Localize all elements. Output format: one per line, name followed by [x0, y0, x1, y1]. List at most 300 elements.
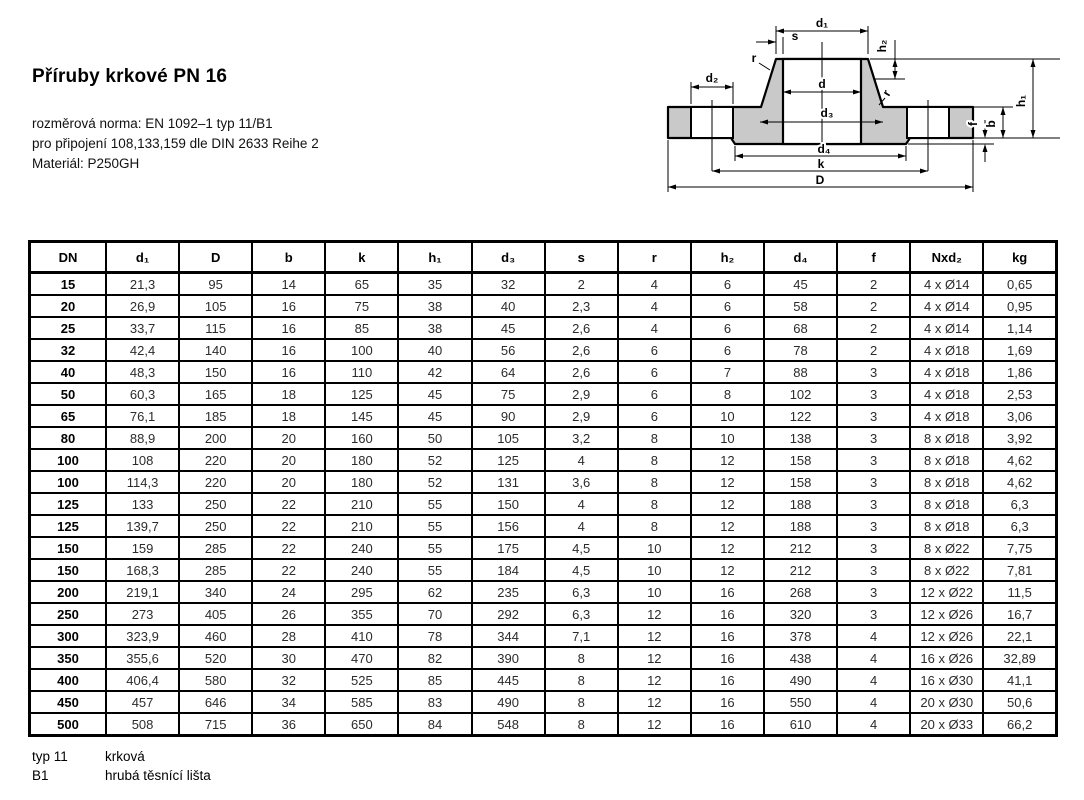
dim-label-h2: h₂ — [875, 39, 889, 53]
cell: 220 — [179, 471, 252, 493]
cell: 78 — [764, 339, 837, 361]
cell: 4 x Ø14 — [910, 317, 983, 339]
cell: 131 — [472, 471, 545, 493]
cell: 10 — [618, 559, 691, 581]
cell: 580 — [179, 669, 252, 691]
cell: 405 — [179, 603, 252, 625]
cell: 8 — [618, 449, 691, 471]
title-block — [32, 66, 319, 174]
cell: 125 — [472, 449, 545, 471]
cell: 8 — [545, 669, 618, 691]
table-row — [30, 559, 1057, 581]
table-row — [30, 669, 1057, 691]
cell: 490 — [472, 691, 545, 713]
cell: 3 — [837, 603, 910, 625]
cell: 4 — [545, 449, 618, 471]
cell: 16 — [252, 295, 325, 317]
dim-label-h1: h₁ — [1014, 94, 1028, 108]
dimension-table-wrap — [28, 240, 1058, 737]
table-row — [30, 383, 1057, 405]
cell: 165 — [179, 383, 252, 405]
cell: 4 — [837, 691, 910, 713]
cell: 102 — [764, 383, 837, 405]
cell: 650 — [325, 713, 398, 736]
cell: 150 — [179, 361, 252, 383]
cell: 8 x Ø18 — [910, 471, 983, 493]
cell: 508 — [106, 713, 179, 736]
cell: 22,1 — [983, 625, 1056, 647]
cell: 320 — [764, 603, 837, 625]
cell: 88 — [764, 361, 837, 383]
cell: 12 — [618, 647, 691, 669]
cell: 7,81 — [983, 559, 1056, 581]
cell: 40 — [472, 295, 545, 317]
cell: 115 — [179, 317, 252, 339]
cell: 340 — [179, 581, 252, 603]
cell: 156 — [472, 515, 545, 537]
cell: 4 — [837, 625, 910, 647]
cell: 7,1 — [545, 625, 618, 647]
cell: 268 — [764, 581, 837, 603]
cell: 8 x Ø22 — [910, 559, 983, 581]
cell: 12 — [618, 713, 691, 736]
cell-dn: 300 — [30, 625, 107, 647]
cell: 285 — [179, 559, 252, 581]
cell: 6,3 — [545, 603, 618, 625]
cell: 16 — [691, 669, 764, 691]
cell: 240 — [325, 537, 398, 559]
cell: 105 — [472, 427, 545, 449]
cell-dn: 40 — [30, 361, 107, 383]
cell: 2,6 — [545, 317, 618, 339]
legend-definition: krková — [105, 749, 145, 764]
cell: 18 — [252, 405, 325, 427]
cell: 26 — [252, 603, 325, 625]
table-row — [30, 295, 1057, 317]
cell: 138 — [764, 427, 837, 449]
dim-label-d2: d₂ — [705, 71, 719, 85]
cell: 4 — [545, 515, 618, 537]
cell: 66,2 — [983, 713, 1056, 736]
cell: 12 — [691, 559, 764, 581]
cell: 110 — [325, 361, 398, 383]
cell: 219,1 — [106, 581, 179, 603]
cell: 32,89 — [983, 647, 1056, 669]
cell: 0,65 — [983, 273, 1056, 296]
cell: 6 — [618, 339, 691, 361]
cell: 1,14 — [983, 317, 1056, 339]
table-body — [30, 273, 1057, 736]
cell: 4 x Ø18 — [910, 339, 983, 361]
cell: 75 — [472, 383, 545, 405]
column-header-12: Nxd₂ — [910, 242, 983, 273]
cell: 52 — [398, 471, 471, 493]
cell: 34 — [252, 691, 325, 713]
cell: 150 — [472, 493, 545, 515]
column-header-0: DN — [30, 242, 107, 273]
table-row — [30, 449, 1057, 471]
cell: 4 — [837, 669, 910, 691]
cell: 292 — [472, 603, 545, 625]
cell: 22 — [252, 537, 325, 559]
column-header-1: d₁ — [106, 242, 179, 273]
cell: 16 — [691, 581, 764, 603]
cell: 2 — [837, 339, 910, 361]
cell: 12 x Ø26 — [910, 603, 983, 625]
column-header-2: D — [179, 242, 252, 273]
table-row — [30, 405, 1057, 427]
cell: 2 — [837, 295, 910, 317]
cell: 7 — [691, 361, 764, 383]
cell-dn: 65 — [30, 405, 107, 427]
cell: 3 — [837, 515, 910, 537]
column-header-10: d₄ — [764, 242, 837, 273]
cell: 4 x Ø14 — [910, 273, 983, 296]
column-header-5: h₁ — [398, 242, 471, 273]
cell-dn: 100 — [30, 449, 107, 471]
dim-label-d3: d₃ — [820, 106, 834, 120]
cell: 22 — [252, 559, 325, 581]
cell: 22 — [252, 515, 325, 537]
cell: 10 — [618, 537, 691, 559]
dim-label-b: b — [984, 120, 998, 128]
cell: 95 — [179, 273, 252, 296]
cell: 184 — [472, 559, 545, 581]
cell: 20 — [252, 427, 325, 449]
table-row — [30, 361, 1057, 383]
dim-label-d1: d₁ — [815, 16, 829, 30]
cell: 2,9 — [545, 405, 618, 427]
cell: 8 — [618, 515, 691, 537]
cell: 6,3 — [983, 493, 1056, 515]
dim-label-d: d — [818, 77, 826, 91]
cell: 35 — [398, 273, 471, 296]
cell: 30 — [252, 647, 325, 669]
cell: 36 — [252, 713, 325, 736]
cell: 4 — [618, 317, 691, 339]
cell: 3 — [837, 581, 910, 603]
cell-dn: 150 — [30, 537, 107, 559]
cell: 16,7 — [983, 603, 1056, 625]
cell: 4 — [618, 273, 691, 296]
table-row — [30, 317, 1057, 339]
cell: 585 — [325, 691, 398, 713]
cell: 406,4 — [106, 669, 179, 691]
cell: 64 — [472, 361, 545, 383]
cell: 188 — [764, 493, 837, 515]
cell-dn: 15 — [30, 273, 107, 296]
cell: 4,5 — [545, 537, 618, 559]
cell: 3,6 — [545, 471, 618, 493]
cell: 50 — [398, 427, 471, 449]
cell: 55 — [398, 515, 471, 537]
cell: 3,06 — [983, 405, 1056, 427]
cell: 438 — [764, 647, 837, 669]
cell: 16 x Ø26 — [910, 647, 983, 669]
cell: 6 — [691, 339, 764, 361]
connection-line: pro připojení 108,133,159 dle DIN 2633 Reihe 2 — [32, 136, 319, 151]
cell: 125 — [325, 383, 398, 405]
cell: 85 — [325, 317, 398, 339]
cell: 12 — [618, 603, 691, 625]
cell: 3 — [837, 383, 910, 405]
cell: 45 — [398, 383, 471, 405]
cell: 3 — [837, 537, 910, 559]
table-row — [30, 537, 1057, 559]
cell: 8 x Ø18 — [910, 515, 983, 537]
cell: 4 x Ø18 — [910, 383, 983, 405]
cell: 2,3 — [545, 295, 618, 317]
cell: 180 — [325, 449, 398, 471]
table-row — [30, 603, 1057, 625]
cell: 490 — [764, 669, 837, 691]
cell: 4 — [837, 647, 910, 669]
cell: 210 — [325, 493, 398, 515]
cell: 550 — [764, 691, 837, 713]
dim-label-k: k — [817, 157, 825, 171]
cell-dn: 20 — [30, 295, 107, 317]
cell: 16 x Ø30 — [910, 669, 983, 691]
cell: 3 — [837, 471, 910, 493]
cell: 3,2 — [545, 427, 618, 449]
legend-definition: hrubá těsnící lišta — [105, 768, 211, 783]
cell: 323,9 — [106, 625, 179, 647]
cell: 285 — [179, 537, 252, 559]
cell: 4,5 — [545, 559, 618, 581]
table-row — [30, 427, 1057, 449]
cell: 646 — [179, 691, 252, 713]
cell: 108 — [106, 449, 179, 471]
table-row — [30, 713, 1057, 736]
cell: 33,7 — [106, 317, 179, 339]
cell: 715 — [179, 713, 252, 736]
cell-dn: 500 — [30, 713, 107, 736]
cell: 40 — [398, 339, 471, 361]
legend — [32, 747, 211, 785]
cell: 145 — [325, 405, 398, 427]
cell: 6 — [691, 273, 764, 296]
column-header-11: f — [837, 242, 910, 273]
cell: 2,6 — [545, 361, 618, 383]
cell: 2 — [837, 273, 910, 296]
cell: 2,6 — [545, 339, 618, 361]
cell: 21,3 — [106, 273, 179, 296]
table-row — [30, 273, 1057, 296]
cell: 525 — [325, 669, 398, 691]
cell-dn: 350 — [30, 647, 107, 669]
dim-label-D: D — [815, 173, 825, 187]
cell: 16 — [691, 625, 764, 647]
cell: 8 x Ø18 — [910, 449, 983, 471]
cell: 460 — [179, 625, 252, 647]
cell: 3,92 — [983, 427, 1056, 449]
material-line: Materiál: P250GH — [32, 156, 140, 171]
cell: 45 — [472, 317, 545, 339]
cell: 90 — [472, 405, 545, 427]
table-row — [30, 339, 1057, 361]
cell: 4 — [618, 295, 691, 317]
cell: 410 — [325, 625, 398, 647]
cell-dn: 25 — [30, 317, 107, 339]
cell: 28 — [252, 625, 325, 647]
cell: 16 — [252, 317, 325, 339]
cell-dn: 80 — [30, 427, 107, 449]
cell: 83 — [398, 691, 471, 713]
cell: 12 — [618, 625, 691, 647]
cell: 78 — [398, 625, 471, 647]
cell: 12 x Ø26 — [910, 625, 983, 647]
cell: 70 — [398, 603, 471, 625]
cell-dn: 250 — [30, 603, 107, 625]
cell: 58 — [764, 295, 837, 317]
cell: 122 — [764, 405, 837, 427]
cell: 62 — [398, 581, 471, 603]
cell: 139,7 — [106, 515, 179, 537]
cell: 65 — [325, 273, 398, 296]
cell: 12 — [691, 449, 764, 471]
cell: 180 — [325, 471, 398, 493]
cell: 0,95 — [983, 295, 1056, 317]
cell: 295 — [325, 581, 398, 603]
table-row — [30, 647, 1057, 669]
cell: 220 — [179, 449, 252, 471]
dim-label-r-bottom: r — [879, 87, 894, 99]
table-row — [30, 625, 1057, 647]
cell-dn: 450 — [30, 691, 107, 713]
cell: 20 x Ø33 — [910, 713, 983, 736]
cell: 12 — [618, 669, 691, 691]
cell: 4 — [837, 713, 910, 736]
cell: 18 — [252, 383, 325, 405]
table-row — [30, 471, 1057, 493]
table-head-row — [30, 242, 1057, 273]
cell-dn: 150 — [30, 559, 107, 581]
cell: 82 — [398, 647, 471, 669]
cell: 273 — [106, 603, 179, 625]
cell: 212 — [764, 537, 837, 559]
column-header-9: h₂ — [691, 242, 764, 273]
cell: 12 — [618, 691, 691, 713]
cell: 20 x Ø30 — [910, 691, 983, 713]
cell: 6 — [691, 295, 764, 317]
cell: 4,62 — [983, 471, 1056, 493]
cell: 85 — [398, 669, 471, 691]
cell: 38 — [398, 295, 471, 317]
cell: 22 — [252, 493, 325, 515]
column-header-7: s — [545, 242, 618, 273]
cell: 4 x Ø14 — [910, 295, 983, 317]
cell-dn: 400 — [30, 669, 107, 691]
cell: 8 x Ø18 — [910, 427, 983, 449]
cell: 55 — [398, 493, 471, 515]
cell: 55 — [398, 559, 471, 581]
cell: 10 — [691, 427, 764, 449]
cell: 8 — [618, 427, 691, 449]
cell: 175 — [472, 537, 545, 559]
cell: 390 — [472, 647, 545, 669]
table-row — [30, 691, 1057, 713]
cell: 12 — [691, 515, 764, 537]
cell: 8 — [618, 493, 691, 515]
flange-drawing — [658, 4, 1082, 208]
cell: 16 — [252, 361, 325, 383]
cell: 76,1 — [106, 405, 179, 427]
cell: 38 — [398, 317, 471, 339]
cell: 6 — [691, 317, 764, 339]
cell: 10 — [691, 405, 764, 427]
cell: 133 — [106, 493, 179, 515]
cell: 55 — [398, 537, 471, 559]
cell: 8 — [545, 647, 618, 669]
cell: 10 — [618, 581, 691, 603]
cell: 12 — [691, 471, 764, 493]
column-header-4: k — [325, 242, 398, 273]
cell: 344 — [472, 625, 545, 647]
cell: 250 — [179, 493, 252, 515]
cell: 8 — [545, 713, 618, 736]
cell-dn: 32 — [30, 339, 107, 361]
cell: 12 — [691, 493, 764, 515]
cell: 45 — [764, 273, 837, 296]
cell: 4 x Ø18 — [910, 405, 983, 427]
cell: 50,6 — [983, 691, 1056, 713]
cell-dn: 50 — [30, 383, 107, 405]
cell: 3 — [837, 449, 910, 471]
cell: 32 — [252, 669, 325, 691]
cell: 26,9 — [106, 295, 179, 317]
cell-dn: 125 — [30, 493, 107, 515]
dim-label-d4: d₄ — [817, 142, 831, 156]
cell: 378 — [764, 625, 837, 647]
cell: 2,9 — [545, 383, 618, 405]
cell: 3 — [837, 559, 910, 581]
cell: 4,62 — [983, 449, 1056, 471]
cell: 14 — [252, 273, 325, 296]
cell: 42,4 — [106, 339, 179, 361]
cell: 8 — [545, 691, 618, 713]
cell: 548 — [472, 713, 545, 736]
cell: 250 — [179, 515, 252, 537]
column-header-3: b — [252, 242, 325, 273]
cell: 6 — [618, 405, 691, 427]
column-header-13: kg — [983, 242, 1056, 273]
flange-cross-section — [658, 4, 1082, 208]
cell: 105 — [179, 295, 252, 317]
cell: 32 — [472, 273, 545, 296]
cell: 4 x Ø18 — [910, 361, 983, 383]
table-row — [30, 581, 1057, 603]
cell: 16 — [691, 603, 764, 625]
cell: 56 — [472, 339, 545, 361]
cell: 610 — [764, 713, 837, 736]
cell: 16 — [691, 691, 764, 713]
legend-row-b1 — [32, 766, 211, 785]
table-row — [30, 515, 1057, 537]
cell: 520 — [179, 647, 252, 669]
dim-label-s: s — [791, 29, 799, 43]
cell: 6,3 — [983, 515, 1056, 537]
cell: 2 — [545, 273, 618, 296]
cell: 212 — [764, 559, 837, 581]
cell: 470 — [325, 647, 398, 669]
cell: 45 — [398, 405, 471, 427]
dimension-table — [28, 240, 1058, 737]
cell: 6,3 — [545, 581, 618, 603]
cell: 240 — [325, 559, 398, 581]
dim-label-r-top: r — [751, 51, 757, 65]
cell: 158 — [764, 471, 837, 493]
column-header-8: r — [618, 242, 691, 273]
